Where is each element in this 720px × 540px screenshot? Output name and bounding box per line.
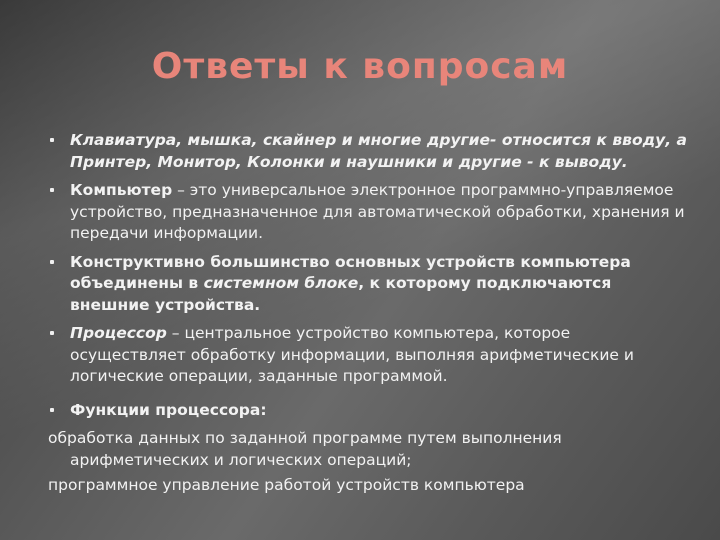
bullet-item-processor-functions xyxy=(48,400,688,422)
bullet-text: – это универсальное электронное программно-управляемое устройство, предназначенное для автоматической обработки, хранения и передачи информации. xyxy=(70,181,685,242)
bullet-marker-icon xyxy=(50,260,54,264)
bullet-term: Процессор xyxy=(70,324,167,342)
bullet-term: Компьютер xyxy=(70,181,173,199)
paragraph-program-control: программное управление работой устройств компьютера xyxy=(48,476,525,494)
bullet-term: Функции процессора: xyxy=(70,400,267,419)
bullet-item-computer xyxy=(48,180,688,245)
slide-content xyxy=(48,130,688,501)
bullet-marker-icon xyxy=(50,188,54,192)
slide-title: Ответы к вопросам xyxy=(151,46,569,87)
bullet-text: – центральное устройство компьютера, которое осуществляет обработку информации, выполняя арифметические и логические операции, заданные программой. xyxy=(70,324,634,385)
bullet-item-processor xyxy=(48,323,688,388)
bullet-text: Конструктивно большинство основных устройств компьютера объединены в xyxy=(70,252,631,292)
bullet-marker-icon xyxy=(50,138,54,142)
bullet-item-input-output xyxy=(48,130,688,173)
bullet-text: Клавиатура, мышка, скайнер и многие другие- относится к вводу, а Принтер, Монитор, Колонки и наушники и другие - к выводу. xyxy=(70,131,687,171)
bullet-marker-icon xyxy=(50,408,54,412)
bullet-emphasis: системном блоке xyxy=(203,274,359,292)
bullet-text: , к которому подключаются внешние устройства. xyxy=(70,274,612,314)
bullet-marker-icon xyxy=(50,331,54,335)
bullet-item-system-unit xyxy=(48,252,688,317)
paragraph-data-processing: обработка данных по заданной программе путем выполнения арифметических и логических операций; xyxy=(48,429,562,469)
